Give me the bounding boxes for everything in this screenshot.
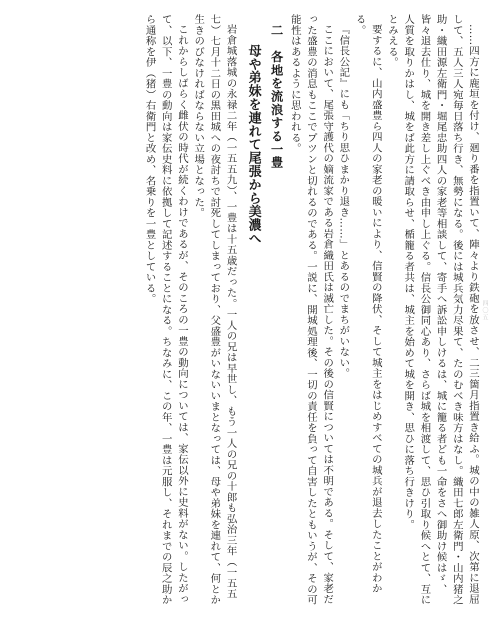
paragraph: ここにおいて、尾張守護代の嫡流家である岩倉織田氏は滅亡した。その後の信賢については不明である。そして、家老だった盛豊の消息もここでプツンと切れるのである。一説に、開城処理後、一切の責任を負って自害したともいうが、その可能性はあるように思われる。 [288,14,334,606]
subsection-heading-text: 二 各地を流浪する一豊 [269,24,284,170]
vertical-text-body [29,14,481,614]
paragraph: 岩倉城落城の永禄二年（一五五九）、一豊は十五歳だった。一人の兄は早世し、もう一人の兄の十郎も弘治三年（一五五七）七月十二日の黒田城への夜討ちで討死してしまっており、父盛豊がいないいまとなっては、母や弟妹を連れて、何とか生きのびなければならない立場となった。 [192,14,237,606]
paragraph: これからしばらく雌伏の時代が続くわけであるが、そのころの一豊の動向については、家伝以外に史料がない。したがって、以下、一豊の動向は家伝史料に依拠して記述することになる。ちなみに、この年、一豊は元服し、それまでの辰之助から通称を伊（猪）右衛門と改め、名乗りを一豊としている。 [143,14,188,606]
page-number: 四〇五 [481,300,488,321]
quotation-block: ……四方に鹿垣を付け、廻り番を指置いて、陣々より鉄砲を放させ、二三箇月指置き給ふ。城の中の雑人原、次第に退屈して、五人三人宛毎日落ち行き、無勢になる。後には城兵気力尽果て、たのむべき味方はなし。織田七郎左衛門・山内猪之助・織田源左衛門・堀尾忠助四人の家老等相談して、寄手へ訴訟申しけるは、城に籠る者ども一命をさへ御助け候はゞ、皆々退去仕り、城を開き差し上ぐべき由申し上ぐる。信長公御同心あり、さらば城を相渡して、思ひ引取り候へとて、互に人質を取りかはし、城をば此方に請取らせ、楯籠る者共は、城主を始めて城を開き、思ひに落ち行きけり。 [402,14,479,606]
section-heading [239,14,267,614]
section-heading-text: 母や弟妹を連れて尾張から美濃へ [245,44,261,245]
text-line: とみえる。 [385,14,398,68]
subsection-heading [267,14,287,614]
paragraph: 要するに、山内盛豊ら四人の家老の暖いにより、信賢の降伏、そして城主をはじめすべての城兵が退去したことがわかる。 [353,14,382,595]
paragraph: 『信長公記』にも「ちり思ひまかり退き……」とあるのでまちがいない。 [337,24,350,380]
